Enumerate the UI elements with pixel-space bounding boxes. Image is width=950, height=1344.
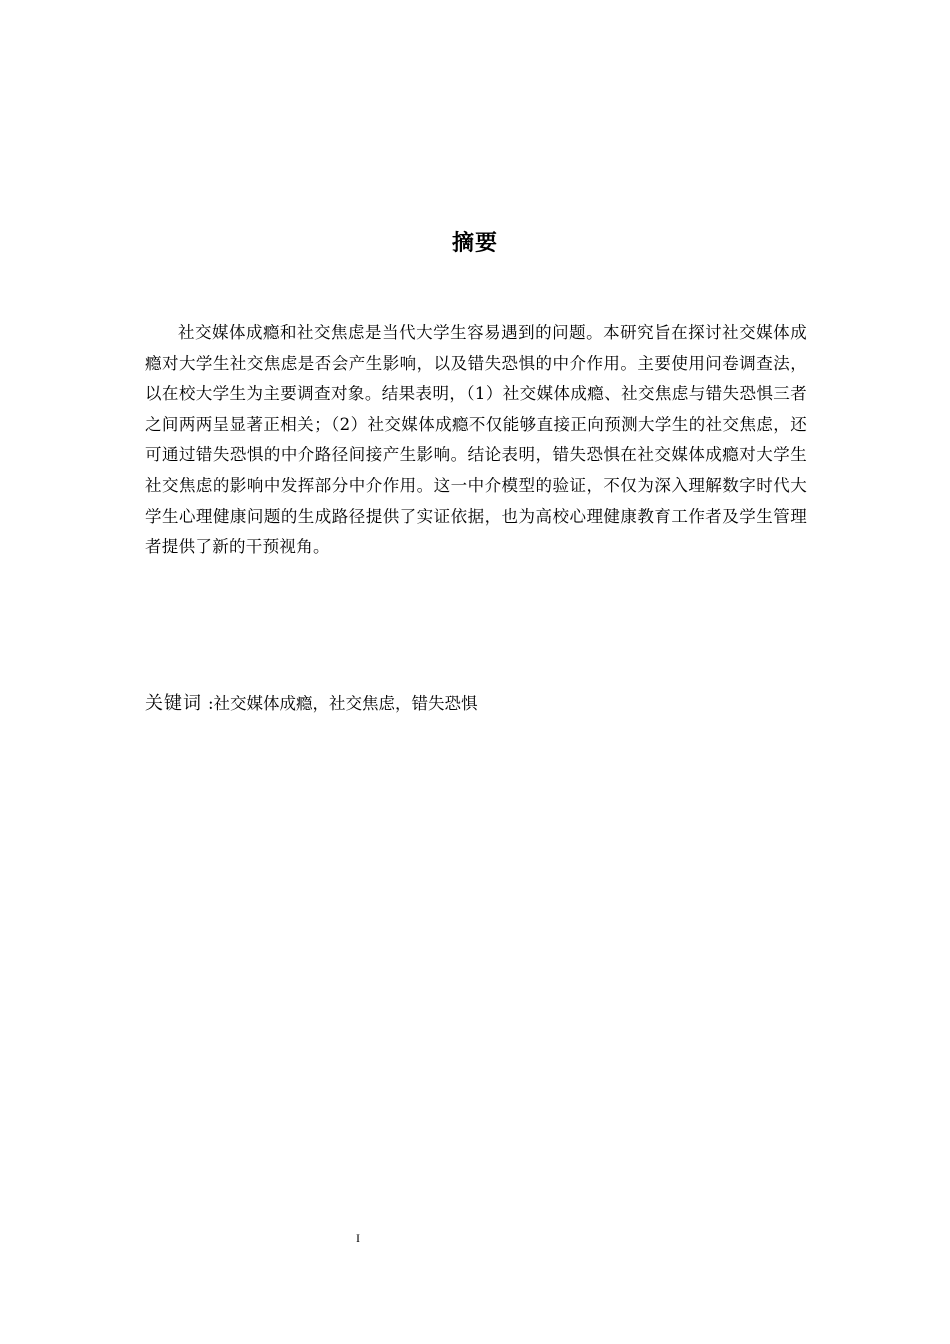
abstract-title: 摘要 <box>451 231 498 256</box>
keywords-label: 关键词 <box>145 693 202 714</box>
keywords-values: :社交媒体成瘾，社交焦虑，错失恐惧 <box>208 694 478 713</box>
page-number: I <box>356 1231 360 1245</box>
abstract-body: 社交媒体成瘾和社交焦虑是当代大学生容易遇到的问题。本研究旨在探讨社交媒体成瘾对大学生社交焦虑是否会产生影响，以及错失恐惧的中介作用。主要使用问卷调查法，以在校大学生为主要调查对象。结果表明，（1）社交媒体成瘾、社交焦虑与错失恐惧三者之间两两呈显著正相关；（2）社交媒体成瘾不仅能够直接正向预测大学生的社交焦虑，还可通过错失恐惧的中介路径间接产生影响。结论表明，错失恐惧在社交媒体成瘾对大学生社交焦虑的影响中发挥部分中介作用。这一中介模型的验证，不仅为深入理解数字时代大学生心理健康问题的生成路径提供了实证依据，也为高校心理健康教育工作者及学生管理者提供了新的干预视角。 <box>145 323 807 557</box>
keywords-line <box>145 690 807 719</box>
